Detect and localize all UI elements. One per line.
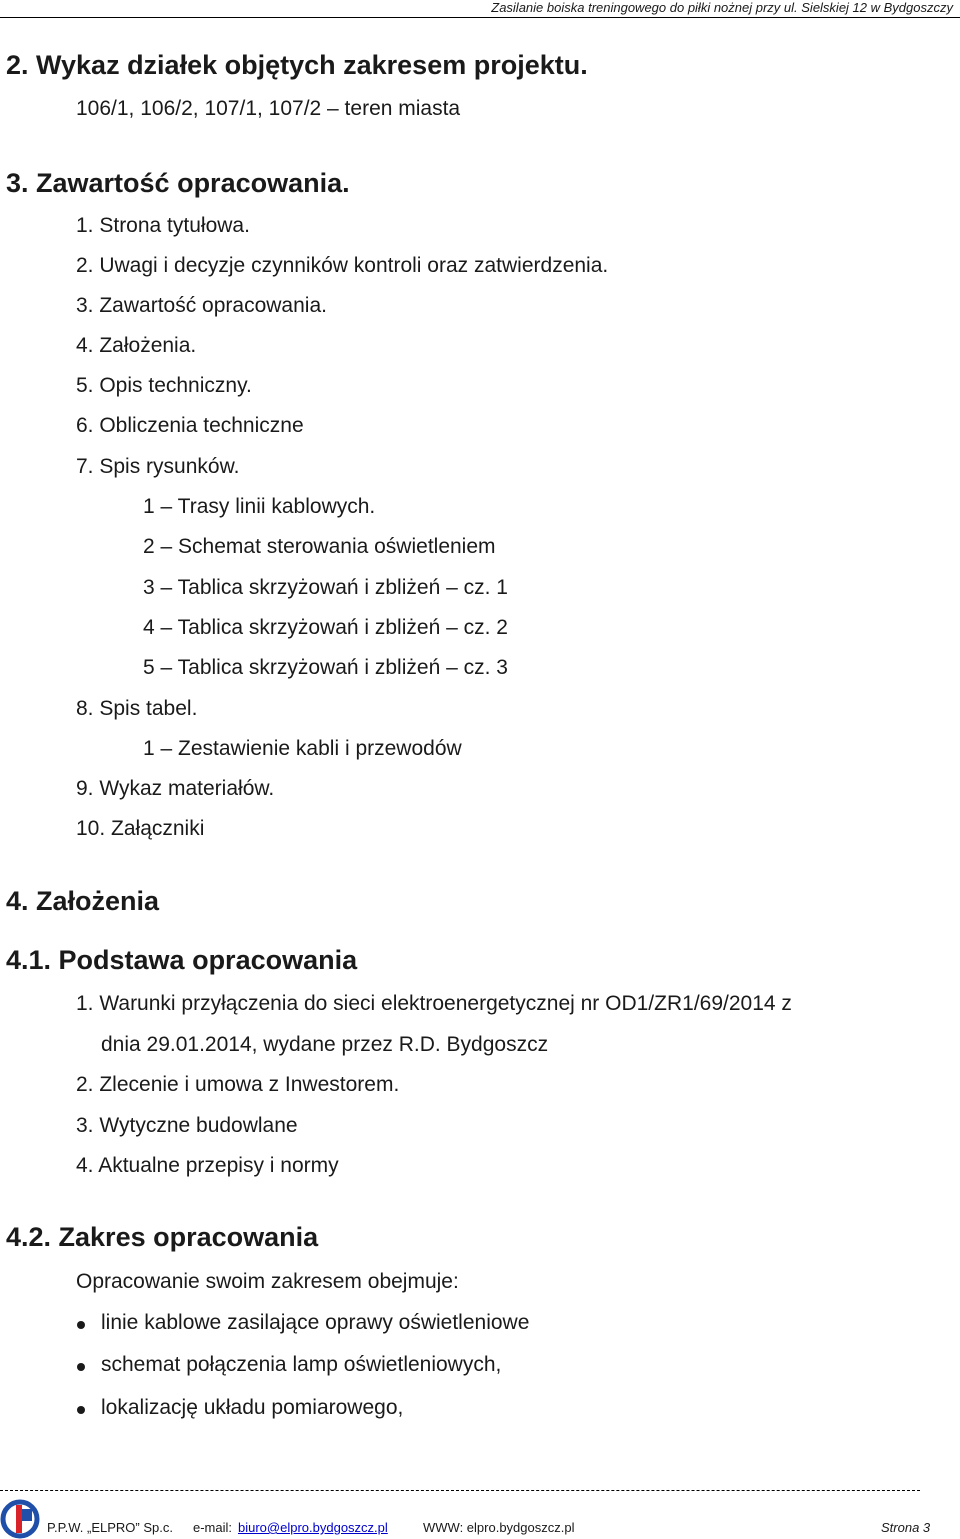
- basis-item: 1. Warunki przyłączenia do sieci elektroenergetycznej nr OD1/ZR1/69/2014 z: [76, 992, 792, 1015]
- footer-company: P.P.W. „ELPRO” Sp.c.: [47, 1520, 173, 1535]
- table-list-item: 1 – Zestawienie kabli i przewodów: [143, 737, 462, 760]
- basis-item: 4. Aktualne przepisy i normy: [76, 1154, 339, 1177]
- bullet-icon: [77, 1363, 85, 1371]
- content-item: 9. Wykaz materiałów.: [76, 777, 275, 800]
- basis-item: 2. Zlecenie i umowa z Inwestorem.: [76, 1073, 400, 1096]
- section-3-heading: 3. Zawartość opracowania.: [6, 168, 350, 198]
- content-item: 10. Załączniki: [76, 817, 205, 840]
- footer-email-link[interactable]: biuro@elpro.bydgoszcz.pl: [238, 1520, 388, 1535]
- scope-bullet-item: linie kablowe zasilające oprawy oświetleniowe: [101, 1311, 530, 1334]
- drawing-item: 1 – Trasy linii kablowych.: [143, 495, 376, 518]
- parcels-text: 106/1, 106/2, 107/1, 107/2 – teren miasta: [76, 97, 461, 120]
- drawing-item: 3 – Tablica skrzyżowań i zbliżeń – cz. 1: [143, 576, 508, 599]
- footer-www: WWW: elpro.bydgoszcz.pl: [423, 1520, 575, 1535]
- running-header: Zasilanie boiska treningowego do piłki nożnej przy ul. Sielskiej 12 w Bydgoszczy: [491, 0, 953, 15]
- drawing-item: 4 – Tablica skrzyżowań i zbliżeń – cz. 2: [143, 616, 508, 639]
- section-4-1-heading: 4.1. Podstawa opracowania: [6, 945, 358, 975]
- content-item: 3. Zawartość opracowania.: [76, 294, 327, 317]
- section-4-2-heading: 4.2. Zakres opracowania: [6, 1222, 319, 1252]
- basis-item: 3. Wytyczne budowlane: [76, 1114, 298, 1137]
- content-item: 8. Spis tabel.: [76, 697, 198, 720]
- drawing-item: 5 – Tablica skrzyżowań i zbliżeń – cz. 3: [143, 656, 508, 679]
- content-item: 7. Spis rysunków.: [76, 455, 240, 478]
- bullet-icon: [77, 1406, 85, 1414]
- footer-email-label: e-mail:: [193, 1520, 233, 1535]
- section-4-heading: 4. Założenia: [6, 886, 160, 916]
- header-rule: [0, 17, 960, 18]
- content-item: 6. Obliczenia techniczne: [76, 414, 304, 437]
- elpro-logo-icon: [0, 1499, 44, 1539]
- drawing-item: 2 – Schemat sterowania oświetleniem: [143, 535, 496, 558]
- content-item: 5. Opis techniczny.: [76, 374, 252, 397]
- content-item: 1. Strona tytułowa.: [76, 214, 250, 237]
- basis-item-continued: dnia 29.01.2014, wydane przez R.D. Bydgoszcz: [101, 1033, 549, 1056]
- footer-page-number: Strona 3: [881, 1520, 931, 1535]
- scope-bullet-item: lokalizację układu pomiarowego,: [101, 1396, 404, 1419]
- bullet-icon: [77, 1321, 85, 1329]
- scope-bullet-item: schemat połączenia lamp oświetleniowych,: [101, 1353, 502, 1376]
- content-item: 2. Uwagi i decyzje czynników kontroli oraz zatwierdzenia.: [76, 254, 609, 277]
- section-2-heading: 2. Wykaz działek objętych zakresem projektu.: [6, 50, 588, 80]
- content-item: 4. Założenia.: [76, 334, 197, 357]
- footer-rule: [0, 1490, 920, 1491]
- scope-intro: Opracowanie swoim zakresem obejmuje:: [76, 1270, 459, 1293]
